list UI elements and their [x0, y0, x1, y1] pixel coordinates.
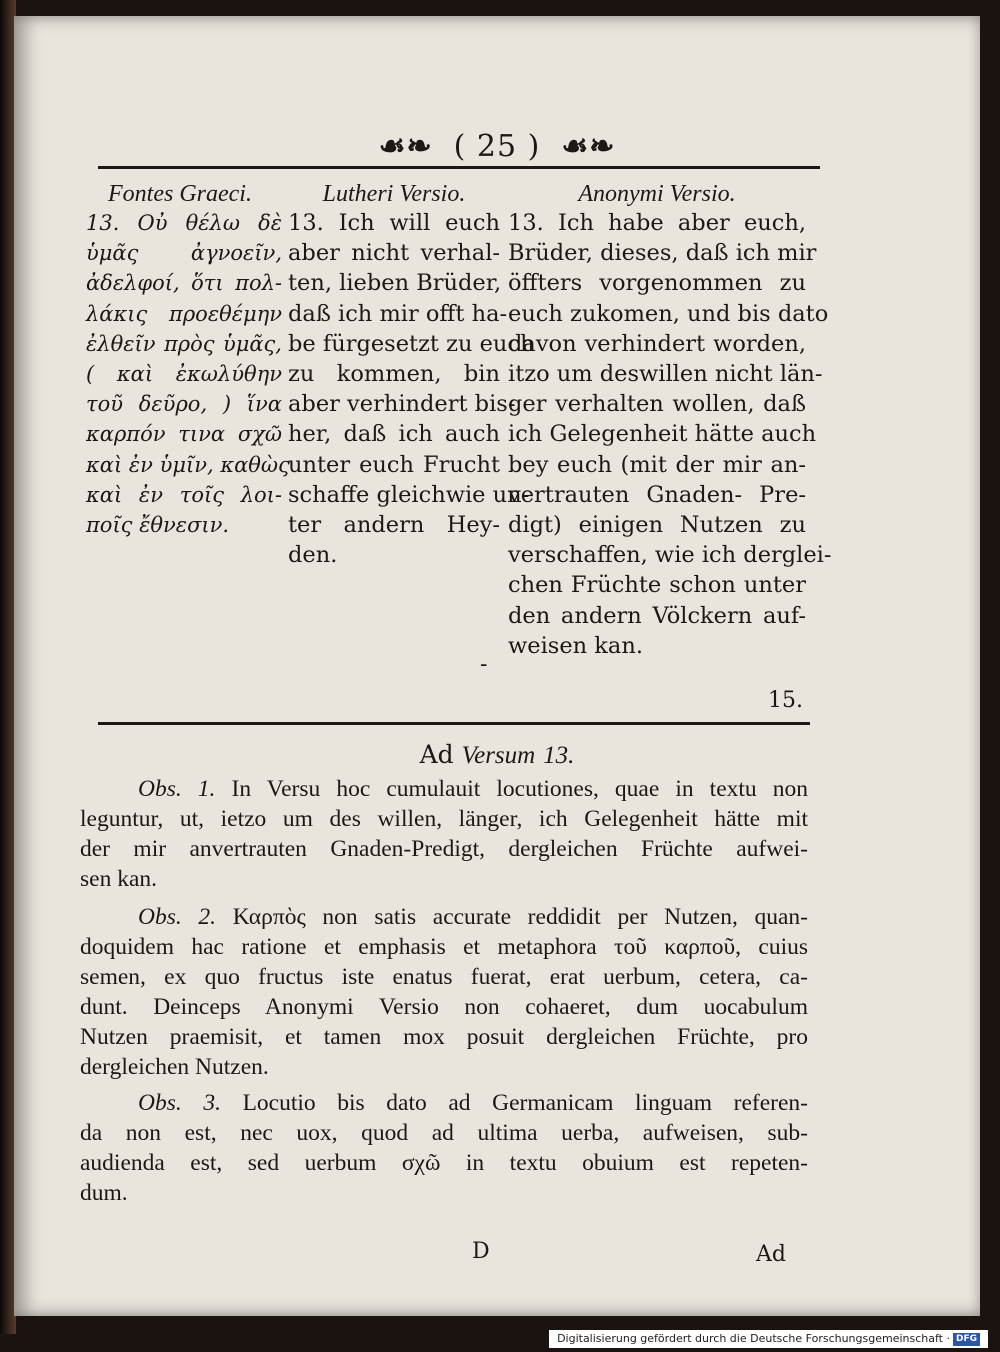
text-line: leguntur, ut, ietzo um des willen, länger, ich Gelegenheit hätte mit [80, 806, 808, 832]
text-line: den. [288, 542, 338, 569]
text-line: weisen kan. [508, 632, 643, 659]
text-line: 13. Ich will euch [288, 210, 500, 236]
text-line: unter euch Frucht [288, 451, 500, 478]
text-line: itzo um deswillen nicht län- [508, 361, 823, 388]
text-line: sen kan. [80, 866, 158, 892]
text-line: daß ich mir offt ha- [288, 300, 508, 327]
observation-1 [80, 774, 808, 894]
observation-3 [80, 1088, 808, 1208]
catchword-bottom: Ad [756, 1242, 786, 1267]
text-line: καὶ ἐν τοῖς λοι- [86, 482, 282, 507]
ornament-left: ☙❧ [378, 129, 433, 164]
observation-label: Obs. 1. [138, 776, 216, 802]
text-line: her, daß ich auch [288, 421, 500, 448]
versum-heading [14, 740, 980, 770]
text-line: Obs. 2. Καρπὸς non satis accurate reddidit per Nutzen, quan- [138, 904, 809, 930]
versum-italic: Versum [461, 742, 536, 769]
text-line: Obs. 3. Locutio bis dato ad Germanicam linguam referen- [138, 1090, 808, 1116]
versum-number: 13. [543, 742, 575, 769]
book-page [14, 16, 980, 1316]
header-rule [98, 166, 820, 169]
column-heading: Lutheri Versio. [322, 181, 466, 207]
text-line: dergleichen Nutzen. [80, 1054, 269, 1080]
text-line: τοῦ δεῦρο, ) ἵνα [86, 392, 282, 417]
running-head [14, 129, 980, 164]
text-line: Brüder, dieses, daß ich mir [508, 240, 817, 267]
text-line: verschaffen, wie ich derglei- [508, 542, 832, 569]
text-line: aber nicht verhal- [288, 240, 500, 267]
text-line: ποῖς ἔθνεσιν. [86, 513, 230, 538]
section-rule [98, 722, 810, 725]
footer-text: Digitalisierung gefördert durch die Deutsche Forschungsgemeinschaft · [557, 1332, 950, 1345]
text-line: 13. Οὐ θέλω δὲ [86, 211, 282, 235]
text-line: ( καὶ ἐκωλύθην [86, 362, 282, 387]
text-line: ter andern Hey- [288, 512, 500, 539]
column-luther [288, 180, 535, 570]
observation-label: Obs. 2. [138, 904, 217, 930]
text-line: audienda est, sed uerbum σχῶ in textu obuium est repeten- [80, 1150, 808, 1176]
catchword-top: 15. [768, 688, 803, 713]
text-line: ger verhalten wollen, daß [508, 391, 806, 418]
page-number: ( 25 ) [453, 129, 541, 164]
column-anonymi [508, 180, 832, 661]
text-line: vertrauten Gnaden- Pre- [508, 481, 806, 508]
column-text [86, 208, 290, 540]
column-greek [86, 180, 290, 540]
text-line: Obs. 1. In Versu hoc cumulauit locutiones, quae in textu non [138, 776, 808, 802]
text-line: ὑμᾶς ἀγνοεῖν, [86, 241, 282, 266]
signature-mark: D [472, 1239, 490, 1264]
text-line: Nutzen praemisit, et tamen mox posuit dergleichen Früchte, pro [80, 1024, 808, 1050]
text-line: ἀδελφοί, ὅτι πολ- [86, 271, 282, 296]
text-line: καρπόν τινα σχῶ [86, 422, 282, 447]
text-line: chen Früchte schon unter [508, 572, 806, 599]
text-line: doquidem hac ratione et emphasis et metaphora τοῦ καρποῦ, cuius [80, 934, 808, 960]
column-heading: Fontes Graeci. [108, 181, 252, 207]
text-line: semen, ex quo fructus iste enatus fuerat, erat uerbum, cetera, ca- [80, 964, 808, 990]
digitization-footer [549, 1330, 988, 1348]
text-line: schaffe gleichwie un- [288, 481, 530, 508]
observation-label: Obs. 3. [138, 1090, 221, 1116]
column-text [508, 208, 832, 661]
text-line: der mir anvertrauten Gnaden-Predigt, dergleichen Früchte aufwei- [80, 836, 808, 862]
versum-prefix: Ad [419, 740, 454, 769]
column-heading: Anonymi Versio. [578, 181, 736, 207]
text-line: davon verhindert worden, [508, 330, 806, 357]
text-line: λάκις προεθέμην [86, 301, 282, 326]
text-line: dunt. Deinceps Anonymi Versio non cohaeret, dum uocabulum [80, 994, 808, 1020]
text-line: ich Gelegenheit hätte auch [508, 421, 817, 448]
text-line: ten, lieben Brüder, [288, 270, 502, 297]
text-line: digt) einigen Nutzen zu [508, 512, 806, 539]
text-line: öffters vorgenommen zu [508, 270, 806, 297]
text-line: ἐλθεῖν πρὸς ὑμᾶς, [86, 331, 282, 356]
text-line: euch zukomen, und bis dato [508, 300, 829, 327]
text-line: aber verhindert bis- [288, 391, 516, 418]
text-line: bey euch (mit der mir an- [508, 451, 806, 478]
margin-marker: - [480, 652, 488, 677]
text-line: be fürgesetzt zu euch [288, 330, 535, 357]
text-line: zu kommen, bin [288, 361, 500, 388]
text-line: den andern Völckern auf- [508, 602, 806, 629]
column-text [288, 208, 535, 570]
dfg-logo-icon: DFG [953, 1333, 980, 1346]
text-line: καὶ ἐν ὑμῖν, καθὼς [86, 452, 290, 477]
text-line: dum. [80, 1180, 128, 1206]
ornament-right: ☙❧ [561, 129, 616, 164]
text-line: 13. Ich habe aber euch, [508, 210, 806, 236]
observation-2 [80, 902, 808, 1082]
text-line: da non est, nec uox, quod ad ultima uerba, aufweisen, sub- [80, 1120, 808, 1146]
